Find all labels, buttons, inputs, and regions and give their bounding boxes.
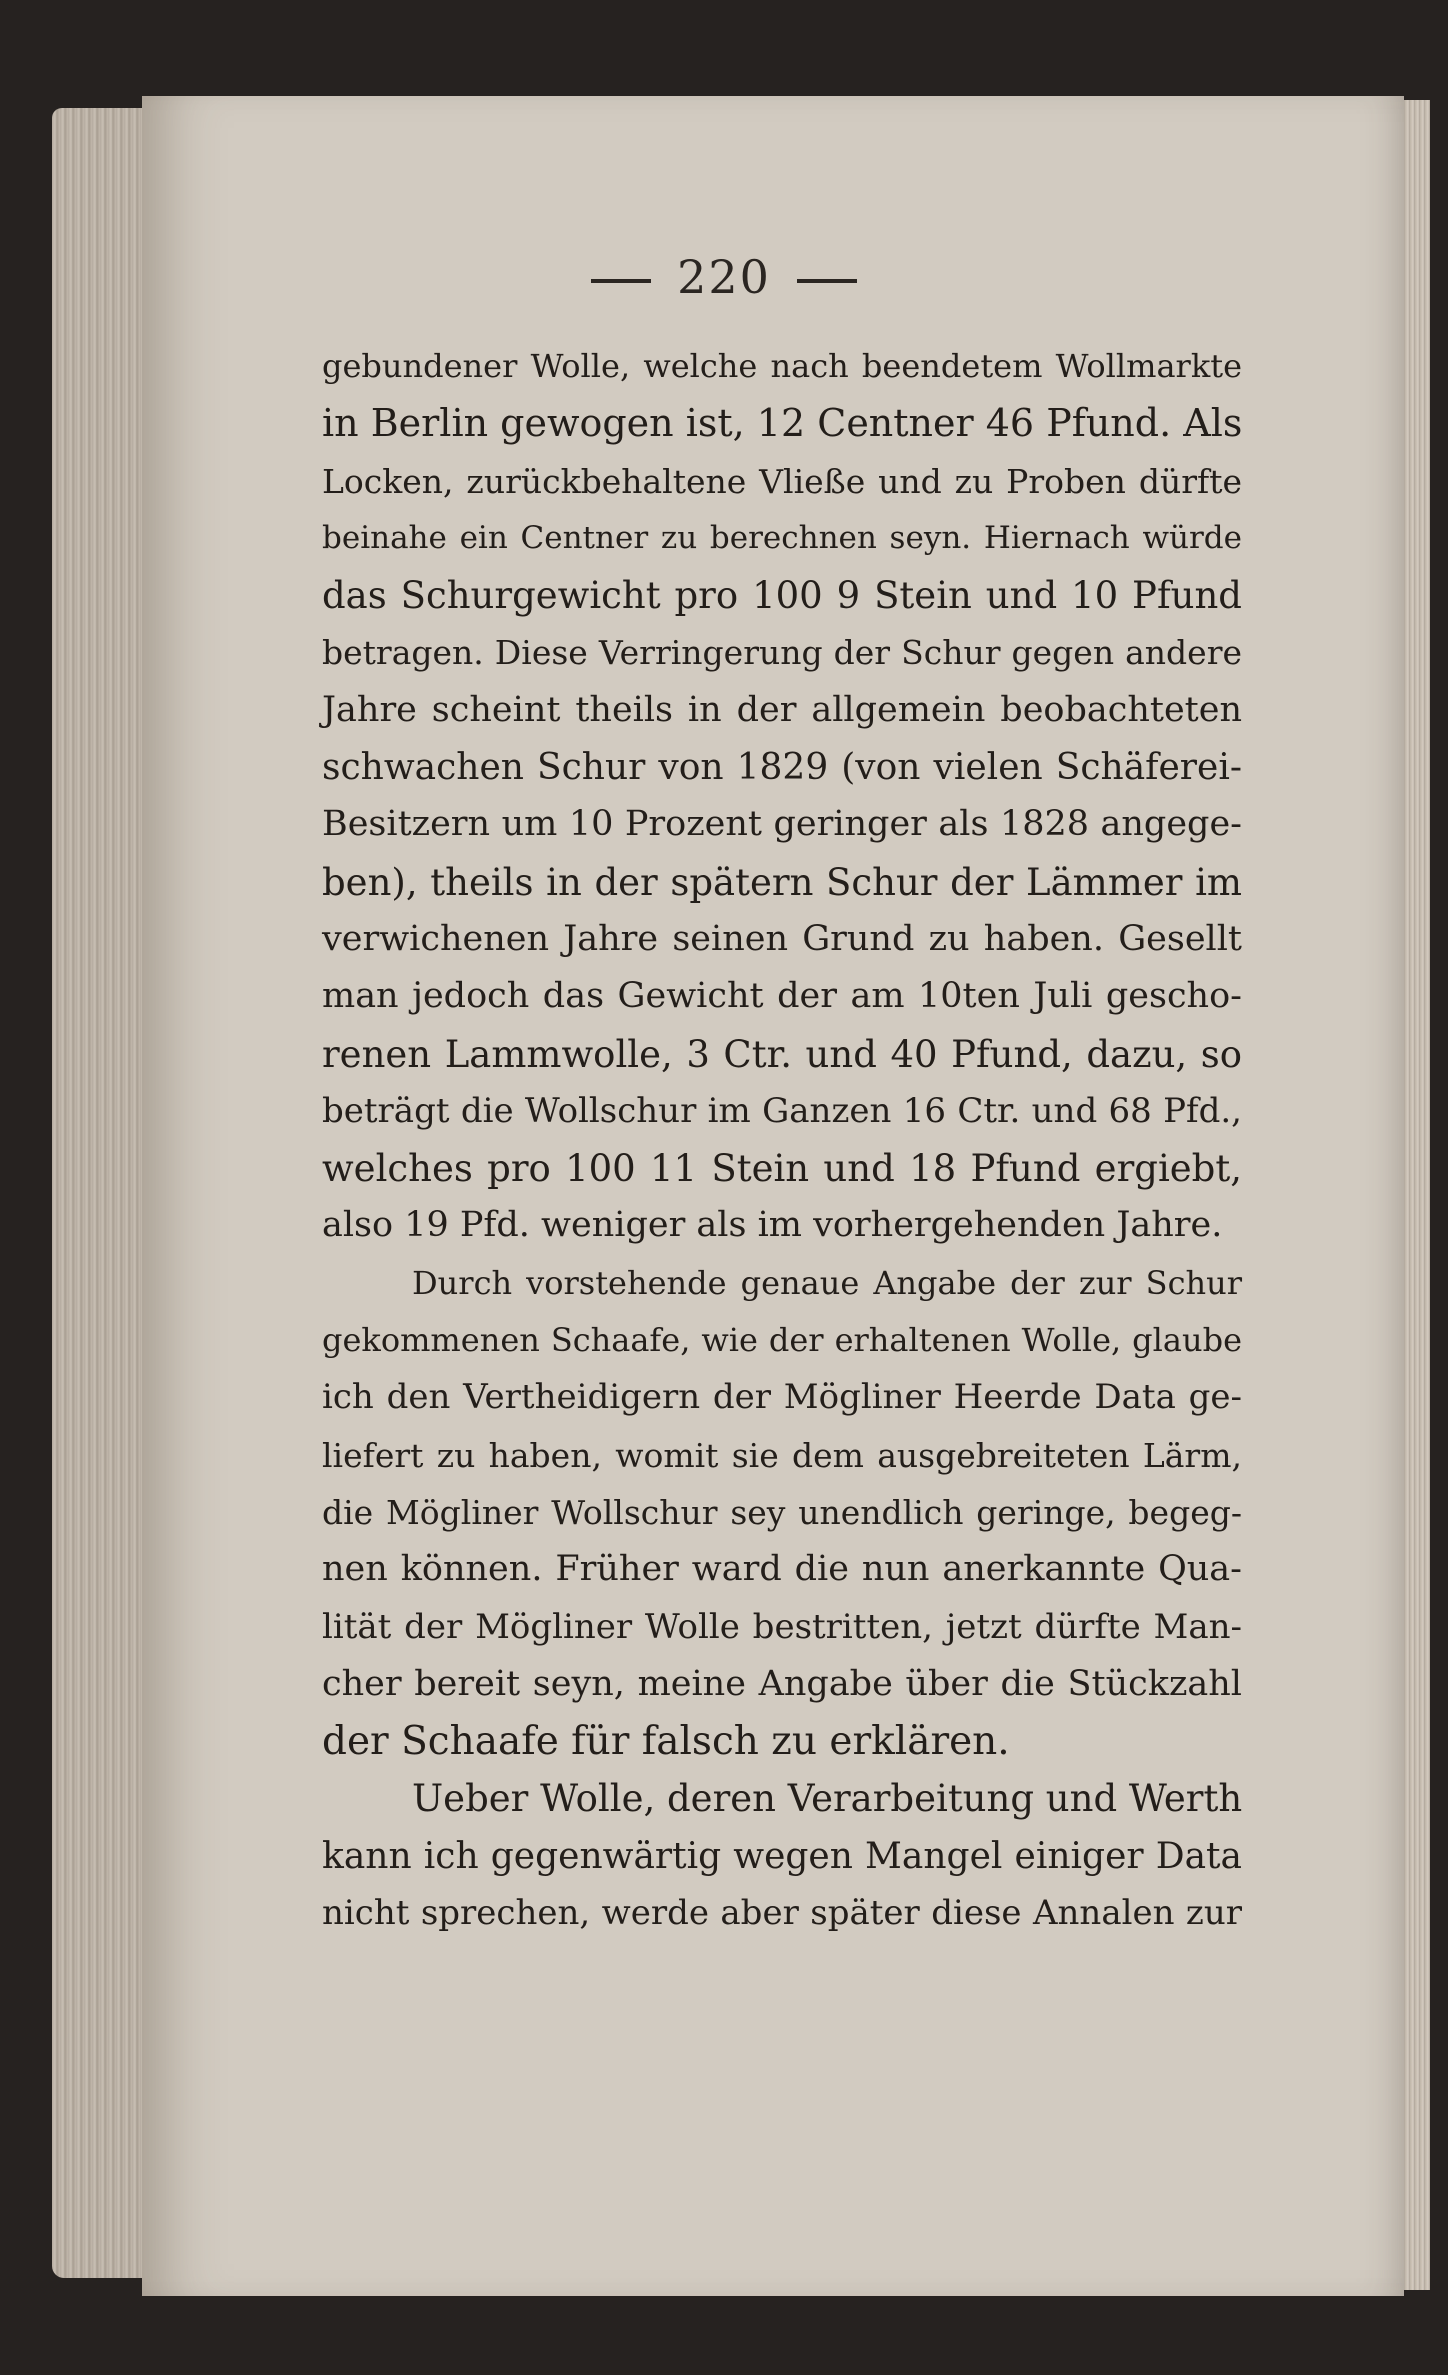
text-line: gekommenen Schaafe, wie der erhaltenen Wolle, glaube	[322, 1321, 1242, 1360]
text-line: Ueber Wolle, deren Verarbeitung und Werth	[412, 1777, 1243, 1821]
text-line: cher bereit seyn, meine Angabe über die Stückzahl	[322, 1663, 1242, 1704]
text-line: beinahe ein Centner zu berechnen seyn. Hiernach würde	[322, 519, 1242, 556]
page-number: 220	[677, 250, 771, 304]
text-line: nicht sprechen, werde aber später diese Annalen zur	[322, 1893, 1242, 1934]
text-line: man jedoch das Gewicht der am 10ten Juli gescho-	[322, 976, 1242, 1017]
page-header	[0, 250, 1448, 304]
text-line: nen können. Früher ward die nun anerkannte Qua-	[322, 1549, 1242, 1590]
text-line: liefert zu haben, womit sie dem ausgebreiteten Lärm,	[322, 1435, 1242, 1475]
text-line: ich den Vertheidigern der Mögliner Heerde Data ge-	[322, 1377, 1242, 1418]
text-line: Durch vorstehende genaue Angabe der zur Schur	[412, 1263, 1242, 1302]
left-page-edges	[52, 108, 152, 2278]
text-line: in Berlin gewogen ist, 12 Centner 46 Pfund. Als	[322, 401, 1243, 446]
text-line: lität der Mögliner Wolle bestritten, jetzt dürfte Man-	[322, 1606, 1242, 1647]
text-line: betragen. Diese Verringerung der Schur gegen andere	[322, 633, 1242, 673]
text-line: verwichenen Jahre seinen Grund zu haben. Gesellt	[322, 918, 1242, 959]
text-line: gebundener Wolle, welche nach beendetem Wollmarkte	[322, 347, 1242, 385]
text-line: renen Lammwolle, 3 Ctr. und 40 Pfund, dazu, so	[322, 1032, 1242, 1076]
text-line: beträgt die Wollschur im Ganzen 16 Ctr. und 68 Pfd.,	[322, 1090, 1242, 1131]
text-line: die Mögliner Wollschur sey unendlich geringe, begeg-	[322, 1492, 1242, 1532]
text-line: Jahre scheint theils in der allgemein beobachteten	[322, 689, 1242, 730]
header-dash-left	[591, 279, 651, 283]
text-line: welches pro 100 11 Stein und 18 Pfund ergiebt,	[322, 1147, 1242, 1191]
text-line: das Schurgewicht pro 100 9 Stein und 10 Pfund	[322, 574, 1242, 618]
text-line: der Schaafe für falsch zu erklären.	[322, 1719, 1010, 1765]
text-line: schwachen Schur von 1829 (von vielen Schäferei-	[322, 747, 1242, 789]
header-dash-right	[797, 279, 857, 283]
text-line: Locken, zurückbehaltene Vließe und zu Proben dürfte	[322, 461, 1242, 501]
text-line: ben), theils in der spätern Schur der Lämmer im	[322, 860, 1242, 904]
text-line: also 19 Pfd. weniger als im vorhergehenden Jahre.	[322, 1205, 1223, 1246]
text-line: Besitzern um 10 Prozent geringer als 1828 angege-	[322, 804, 1242, 845]
body-text	[322, 338, 1242, 1942]
text-line: kann ich gegenwärtig wegen Mangel einiger Data	[322, 1835, 1242, 1877]
